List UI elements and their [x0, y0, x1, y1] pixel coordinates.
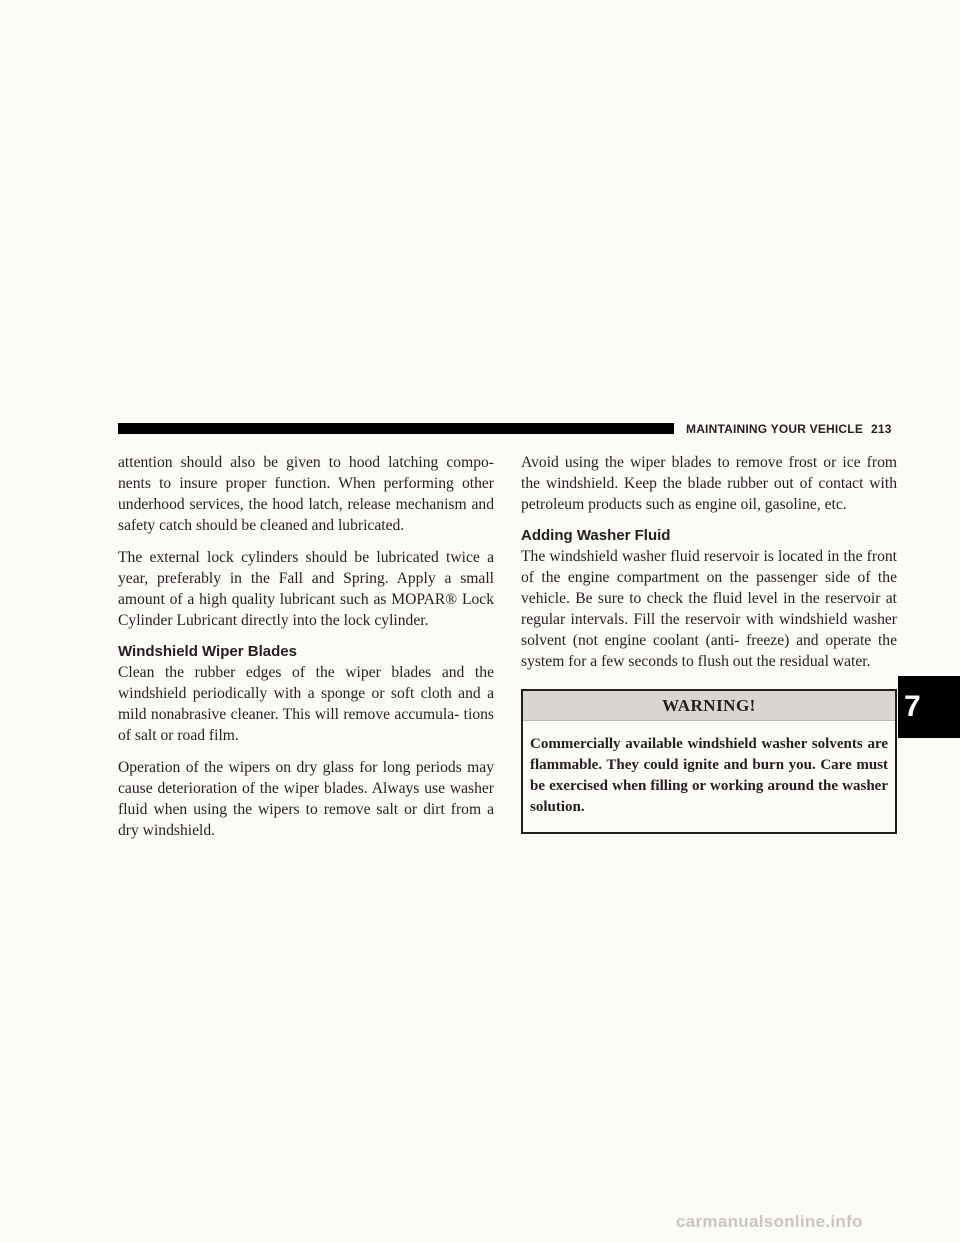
page-number: 213: [871, 422, 892, 436]
paragraph-lock-cylinders: The external lock cylinders should be lubricated twice a year, preferably in the Fall and Spring. Apply a small amount of a high quality lubricant such as MOPAR® Lock Cylinder Lubricant directly into the lock cylinder.: [118, 549, 494, 629]
warning-title: WARNING!: [523, 691, 895, 721]
heading-washer-fluid: Adding Washer Fluid: [521, 527, 671, 544]
section-title: MAINTAINING YOUR VEHICLE: [686, 422, 864, 436]
running-header: [686, 421, 892, 437]
header-rule: [118, 423, 674, 434]
chapter-tab: 7: [898, 676, 960, 738]
left-column: [118, 452, 494, 852]
paragraph-hood-latch: attention should also be given to hood latching compo- nents to insure proper function. When performing other underhood services, the hood latch, release mechanism and safety catch should be cleaned and lubricated.: [118, 454, 494, 534]
paragraph-dry-glass: Operation of the wipers on dry glass for long periods may cause deterioration of the wiper blades. Always use washer fluid when using the wipers to remove salt or dirt from a dry windshield.: [118, 759, 494, 839]
warning-box: [521, 689, 897, 834]
heading-wiper-blades: Windshield Wiper Blades: [118, 643, 297, 660]
paragraph-washer-reservoir: The windshield washer fluid reservoir is located in the front of the engine compartment on the passenger side of the vehicle. Be sure to check the fluid level in the reservoir at regular intervals. Fill the reservoir with windshield washer solvent (not engine coolant (anti- freeze) and operate the system for a few seconds to flush out the residual water.: [521, 548, 897, 670]
paragraph-clean-wipers: Clean the rubber edges of the wiper blades and the windshield periodically with a sponge or soft cloth and a mild nonabrasive cleaner. This will remove accumula- tions of salt or road film.: [118, 664, 494, 744]
watermark: carmanualsonline.info: [676, 1212, 863, 1231]
warning-text: Commercially available windshield washer solvents are flammable. They could ignite and burn you. Care must be exercised when filling or working around the washer solution.: [530, 736, 888, 815]
paragraph-frost: Avoid using the wiper blades to remove frost or ice from the windshield. Keep the blade rubber out of contact with petroleum products such as engine oil, gasoline, etc.: [521, 454, 897, 513]
right-column: [521, 452, 897, 834]
